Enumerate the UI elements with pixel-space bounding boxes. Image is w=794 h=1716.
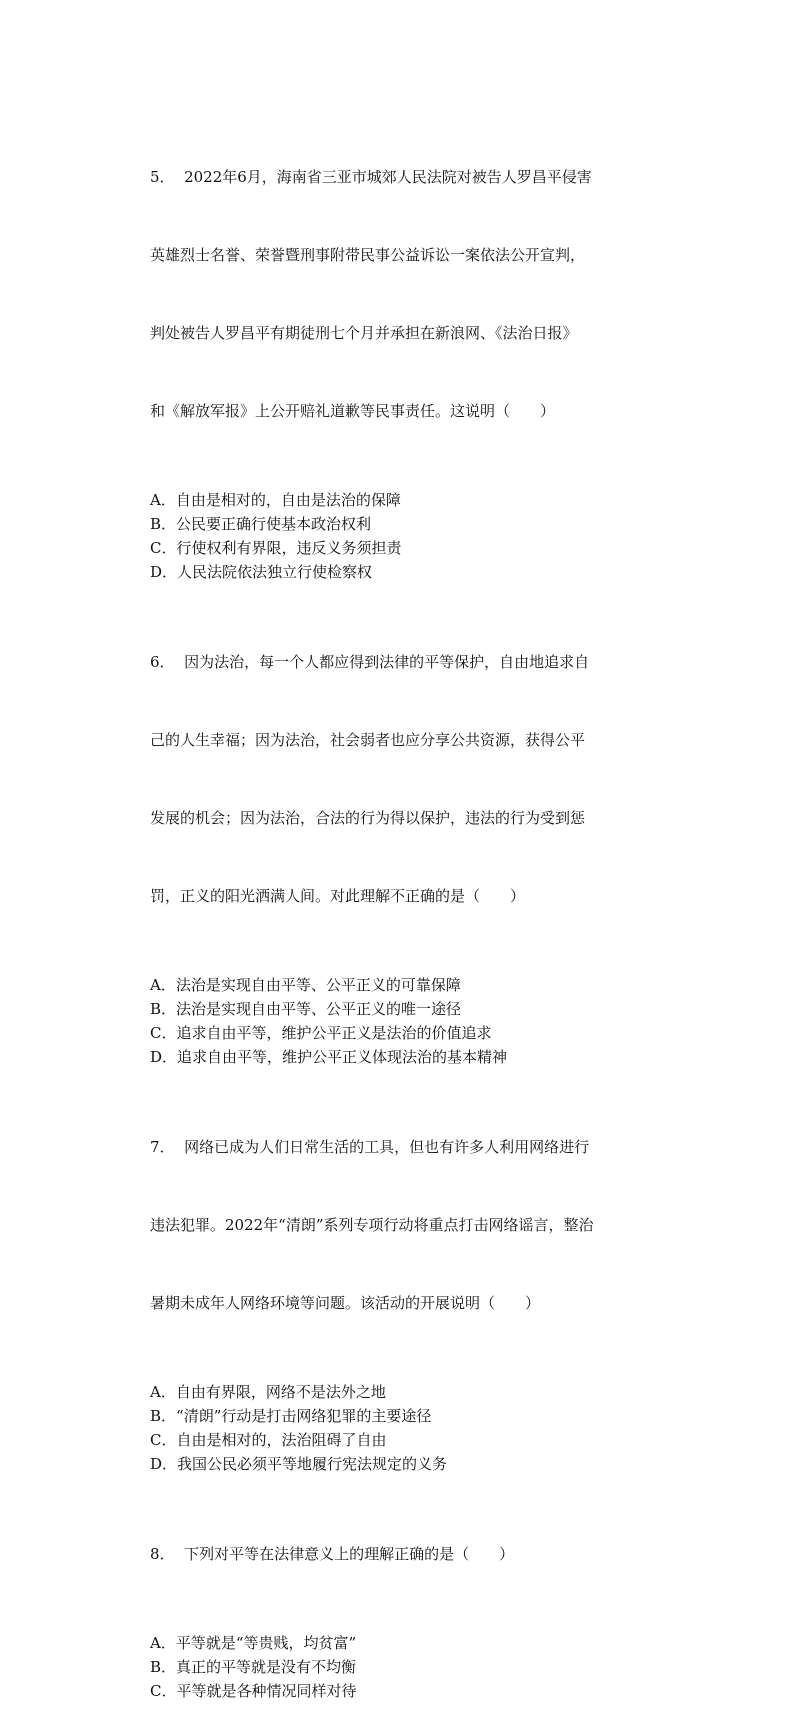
option-list (150, 488, 640, 584)
option-b: B．真正的平等就是没有不均衡 (150, 1658, 357, 1676)
option-b: B．法治是实现自由平等、公平正义的唯一途径 (150, 1000, 462, 1018)
question-stem (150, 112, 640, 476)
option-c: C．追求自由平等，维护公平正义是法治的价值追求 (150, 1024, 492, 1042)
question-stem (150, 597, 640, 961)
option-a: A．法治是实现自由平等、公平正义的可靠保障 (150, 976, 461, 994)
stem-line: 判处被告人罗昌平有期徒刑七个月并承担在新浪网、《法治日报》 (150, 324, 578, 342)
option-d: D．人民法院依法独立行使检察权 (150, 563, 373, 581)
option-c: C．平等就是各种情况同样对待 (150, 1682, 357, 1700)
option-d: D．追求自由平等，维护公平正义体现法治的基本精神 (150, 1048, 508, 1066)
option-a: A．自由是相对的，自由是法治的保障 (150, 491, 401, 509)
option-b: B．“清朗”行动是打击网络犯罪的主要途径 (150, 1407, 432, 1425)
question-5 (150, 112, 640, 584)
option-list (150, 1631, 640, 1703)
stem-line: 发展的机会；因为法治，合法的行为得以保护，违法的行为受到惩 (150, 809, 586, 827)
option-b: B．公民要正确行使基本政治权利 (150, 515, 372, 533)
option-d: D．我国公民必须平等地履行宪法规定的义务 (150, 1455, 448, 1473)
option-list (150, 973, 640, 1069)
exam-page (150, 112, 640, 1716)
question-8 (150, 1489, 640, 1703)
stem-line: 8． 下列对平等在法律意义上的理解正确的是（ ） (150, 1545, 515, 1563)
stem-line: 违法犯罪。2022年“清朗”系列专项行动将重点打击网络谣言，整治 (150, 1216, 594, 1234)
option-c: C．行使权利有界限，违反义务须担责 (150, 539, 402, 557)
option-a: A．自由有界限，网络不是法外之地 (150, 1383, 386, 1401)
stem-line: 6． 因为法治，每一个人都应得到法律的平等保护，自由地追求自 (150, 653, 590, 671)
option-c: C．自由是相对的，法治阻碍了自由 (150, 1431, 387, 1449)
option-list (150, 1380, 640, 1476)
stem-line: 罚，正义的阳光洒满人间。对此理解不正确的是（ ） (150, 887, 526, 905)
question-stem (150, 1489, 640, 1619)
stem-line: 英雄烈士名誉、荣誉暨刑事附带民事公益诉讼一案依法公开宣判， (150, 246, 586, 264)
option-a: A．平等就是“等贵贱，均贫富” (150, 1634, 357, 1652)
stem-line: 5． 2022年6月，海南省三亚市城郊人民法院对被告人罗昌平侵害 (150, 168, 592, 186)
question-7 (150, 1082, 640, 1476)
stem-line: 和《解放军报》上公开赔礼道歉等民事责任。这说明（ ） (150, 402, 556, 420)
question-stem (150, 1082, 640, 1368)
stem-line: 7． 网络已成为人们日常生活的工具，但也有许多人利用网络进行 (150, 1138, 590, 1156)
question-6 (150, 597, 640, 1069)
stem-line: 暑期未成年人网络环境等问题。该活动的开展说明（ ） (150, 1294, 541, 1312)
stem-line: 己的人生幸福；因为法治，社会弱者也应分享公共资源，获得公平 (150, 731, 586, 749)
